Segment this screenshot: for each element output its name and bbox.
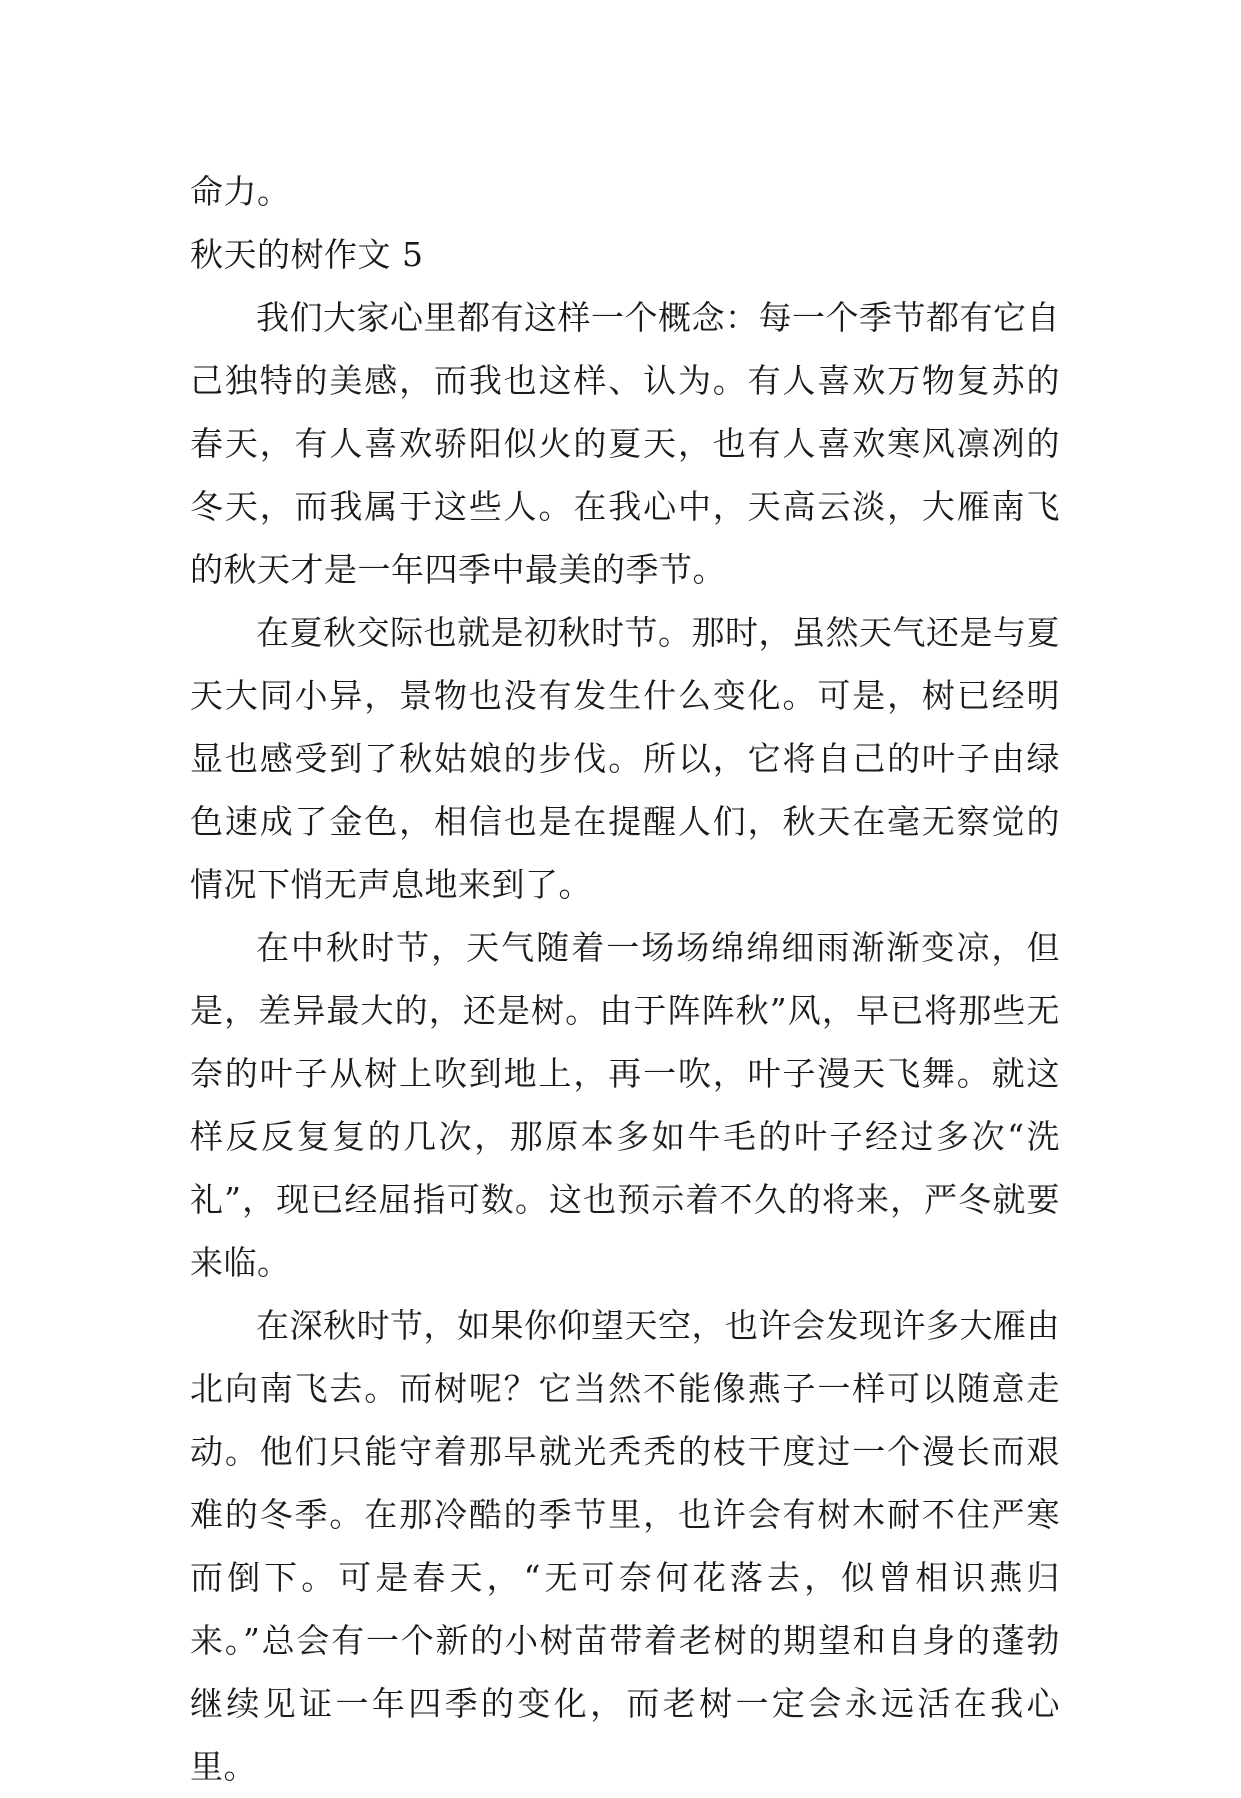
essay-title: 秋天的树作文 5 [190,235,424,274]
paragraph-1: 我们大家心里都有这样一个概念：每一个季节都有它自己独特的美感，而我也这样、认为。有人喜欢万物复苏的春天，有人喜欢骄阳似火的夏天，也有人喜欢寒风凛冽的冬天，而我属于这些人。在我心中，天高云淡，大雁南飞的秋天才是一年四季中最美的季节。 [190,298,1060,589]
paragraph-2: 在夏秋交际也就是初秋时节。那时，虽然天气还是与夏天大同小异，景物也没有发生什么变化。可是，树已经明显也感受到了秋姑娘的步伐。所以，它将自己的叶子由绿色速成了金色，相信也是在提醒人们，秋天在毫无察觉的情况下悄无声息地来到了。 [190,613,1060,904]
document-page [190,160,1060,1798]
continued-text: 命力。 [190,172,291,211]
paragraph-4: 在深秋时节，如果你仰望天空，也许会发现许多大雁由北向南飞去。而树呢？它当然不能像燕子一样可以随意走动。他们只能守着那早就光秃秃的枝干度过一个漫长而艰难的冬季。在那冷酷的季节里，也许会有树木耐不住严寒而倒下。可是春天，“无可奈何花落去，似曾相识燕归来。”总会有一个新的小树苗带着老树的期望和自身的蓬勃继续见证一年四季的变化，而老树一定会永远活在我心里。 [190,1306,1060,1786]
paragraph-3: 在中秋时节，天气随着一场场绵绵细雨渐渐变凉，但是，差异最大的，还是树。由于阵阵秋”风，早已将那些无奈的叶子从树上吹到地上，再一吹，叶子漫天飞舞。就这样反反复复的几次，那原本多如牛毛的叶子经过多次“洗礼”，现已经屈指可数。这也预示着不久的将来，严冬就要来临。 [190,928,1060,1282]
